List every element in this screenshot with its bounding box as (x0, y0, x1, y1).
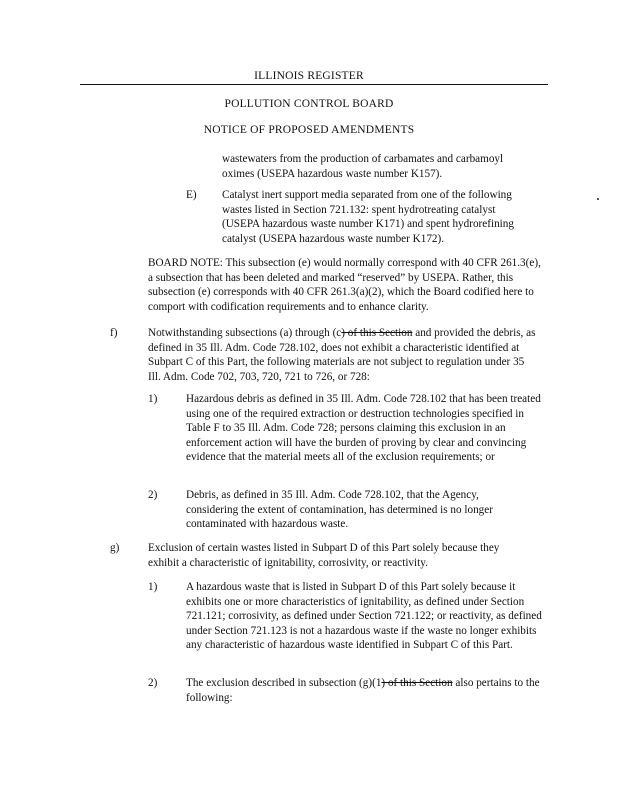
item-g-text: Exclusion of certain wastes listed in Subpart D of this Part solely because they exhibit a characteristic of ignitability, corrosivity, or reactivity. (148, 542, 500, 569)
item-g2-text-after: also pertains to the following: (186, 677, 540, 704)
item-f2-label: 2) (148, 489, 158, 501)
item-g2-label: 2) (148, 677, 158, 689)
item-f1-label: 1) (148, 393, 158, 405)
item-g1-text: A hazardous waste that is listed in Subpart D of this Part solely because it exhibits one or more characteristics of ignitability, as defined under Section 721.121; corrosivity, as defined under Section 721.122; or reactivity, as defined under Section 721.123 is not a hazardous waste if the waste no longer exhibits any characteristic of hazardous waste identified in Subpart C of this Part. (186, 581, 542, 652)
register-title: ILLINOIS REGISTER (254, 70, 364, 82)
item-g2-text (186, 676, 546, 705)
item-f-text-before: Notwithstanding subsections (a) through (c (148, 327, 342, 339)
scan-speck (597, 198, 599, 200)
item-f-label: f) (110, 327, 118, 339)
item-g2-struck-text: ) of this Section (381, 677, 453, 689)
item-e-text: Catalyst inert support media separated from one of the following wastes listed in Section 721.132: spent hydrotreating catalyst (USEPA hazardous waste number K171) and spent hydrorefining catalyst (USEPA hazardous waste number K172). (222, 189, 514, 245)
item-e-label: E) (186, 189, 197, 201)
item-g-label: g) (110, 542, 120, 554)
item-f-text (148, 326, 538, 384)
header-rule (80, 84, 548, 85)
item-g1-label: 1) (148, 581, 158, 593)
item-f-text-after: and provided the debris, as defined in 35 Ill. Adm. Code 728.102, does not exhibit a characteristic identified at Subpart C of this Part, the following materials are not subject to regulation under 35 Ill. Adm. Code 702, 703, 720, 721 to 726, or 728: (148, 327, 536, 383)
item-g2-text-before: The exclusion described in subsection (g)(1 (186, 677, 382, 689)
board-note: BOARD NOTE: This subsection (e) would normally correspond with 40 CFR 261.3(e), a subsection that has been deleted and marked “reserved” by USEPA. Rather, this subsection (e) corresponds with 40 CFR 261.3(a)(2), which the Board codified here to comport with codification requirements and to enhance clarity. (148, 257, 541, 313)
item-f1-text: Hazardous debris as defined in 35 Ill. Adm. Code 728.102 that has been treated using one of the required extraction or destruction technologies specified in Table F to 35 Ill. Adm. Code 728; persons claiming this exclusion in an enforcement action will have the burden of proving by clear and convincing evidence that the material meets all of the exclusion requirements; or (186, 393, 541, 464)
notice-title: NOTICE OF PROPOSED AMENDMENTS (203, 124, 415, 136)
board-title: POLLUTION CONTROL BOARD (224, 98, 394, 110)
item-f2-text: Debris, as defined in 35 Ill. Adm. Code 728.102, that the Agency, considering the extent of contamination, has determined is no longer contaminated with hazardous waste. (186, 489, 493, 531)
continuation-text: wastewaters from the production of carbamates and carbamoyl oximes (USEPA hazardous waste number K157). (222, 153, 504, 180)
item-f-struck-text: ) of this Section (341, 327, 413, 339)
